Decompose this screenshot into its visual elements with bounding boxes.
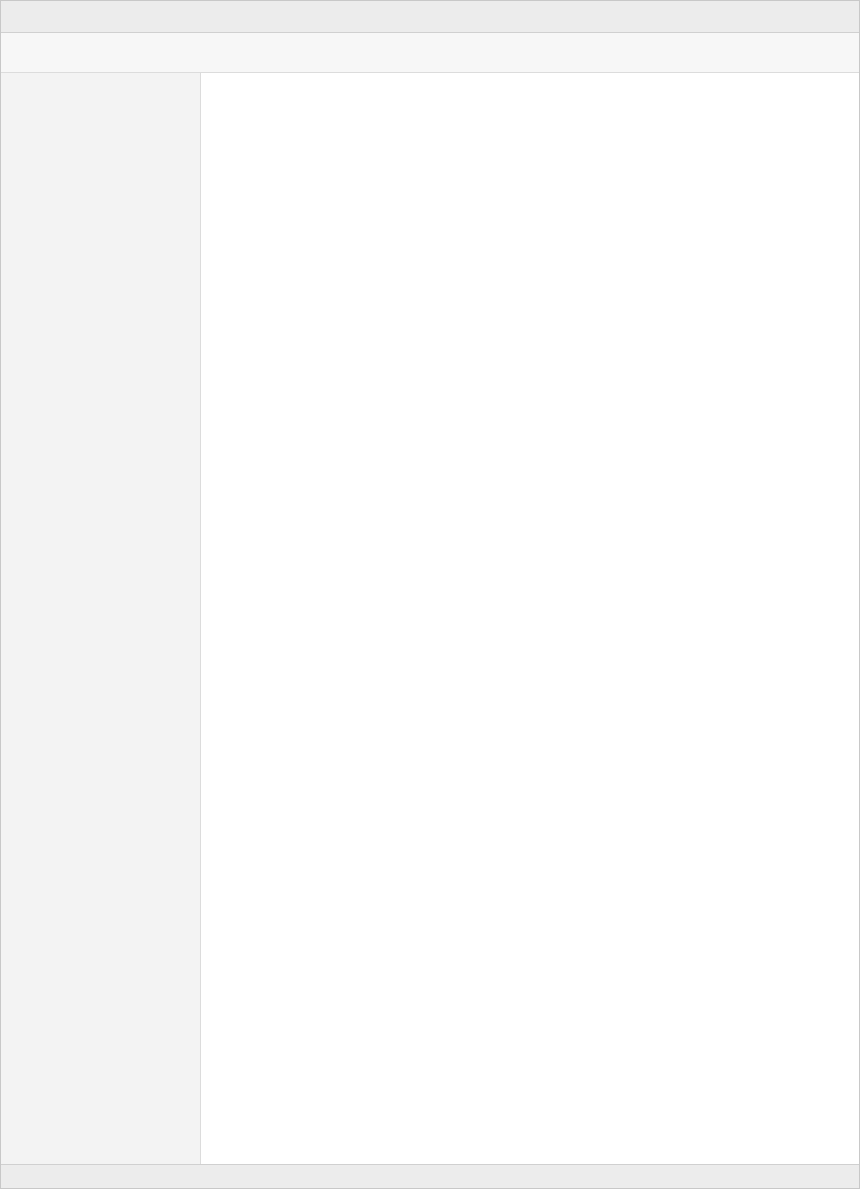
- sidebar: [1, 73, 201, 1164]
- status-bar: [1, 1164, 859, 1188]
- main-panel: [201, 73, 859, 1164]
- toolbar: [1, 33, 859, 73]
- title-bar: [1, 1, 859, 33]
- page-title: [217, 89, 843, 111]
- content-area: [1, 73, 859, 1164]
